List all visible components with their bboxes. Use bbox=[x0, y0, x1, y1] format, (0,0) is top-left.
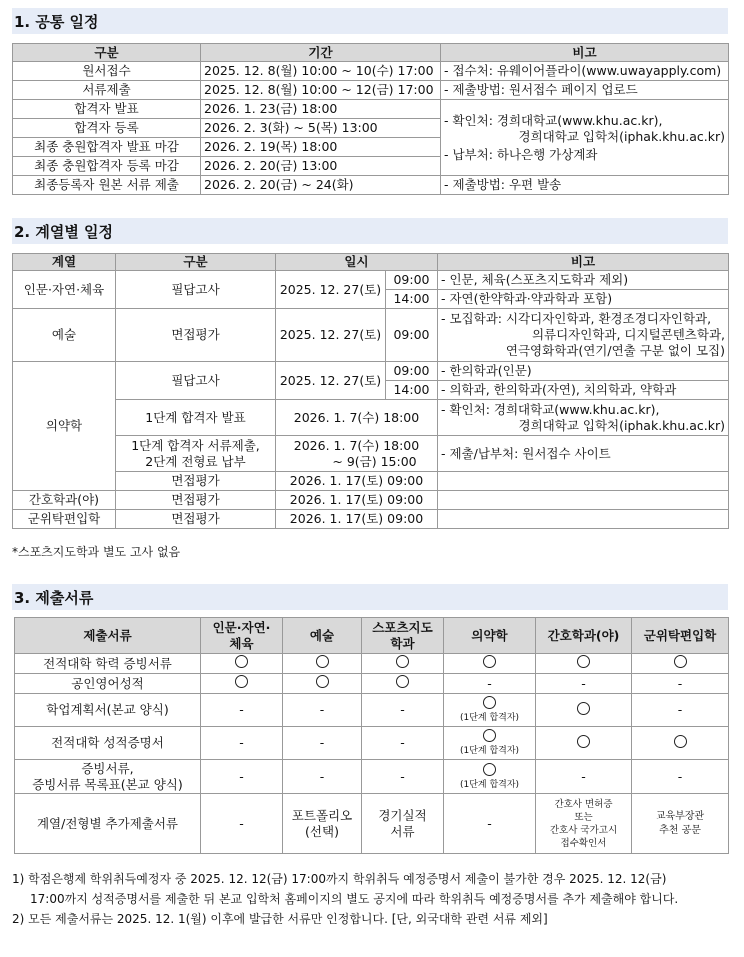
header-period: 기간 bbox=[201, 44, 441, 62]
table-row: 1단계 합격자 서류제출, 2단계 전형료 납부 2026. 1. 7(수) 18:00 ~ 9(금) 15:00 - 제출/납부처: 원서접수 사이트 bbox=[13, 436, 729, 472]
table-row: 계열/전형별 추가제출서류 - 포트폴리오 (선택) 경기실적 서류 - 간호사 면허증 또는 간호사 국가고시 접수확인서 교육부장관 추천 공문 bbox=[15, 794, 729, 854]
circle-mark bbox=[577, 735, 590, 748]
table-row: 예술 면접평가 2025. 12. 27(토) 09:00 - 모집학과: 시각디자인학과, 환경조경디자인학과, 의류디자인학과, 디지털콘텐츠학과, 연극영화학과(연기/연출 구분 없이 모집) bbox=[13, 309, 729, 362]
merged-remarks: - 확인처: 경희대학교(www.khu.ac.kr), 경희대학교 입학처(iphak.khu.ac.kr) - 납부처: 하나은행 가상계좌 bbox=[441, 100, 729, 176]
table-row: 합격자 등록 2026. 2. 3(화) ~ 5(목) 13:00 bbox=[13, 119, 729, 138]
circle-mark bbox=[577, 702, 590, 715]
circle-mark bbox=[235, 675, 248, 688]
circle-mark bbox=[316, 675, 329, 688]
section-track-schedule bbox=[12, 218, 728, 244]
table-row: 원서접수 2025. 12. 8(월) 10:00 ~ 10(수) 17:00 - 접수처: 유웨이어플라이(www.uwayapply.com) bbox=[13, 62, 729, 81]
table-row: 최종 충원합격자 발표 마감 2026. 2. 19(목) 18:00 bbox=[13, 138, 729, 157]
section-title: 3. 제출서류 bbox=[14, 589, 94, 607]
circle-mark bbox=[483, 763, 496, 776]
table-row: 증빙서류, 증빙서류 목록표(본교 양식) - - - (1단계 합격자) - - bbox=[15, 760, 729, 794]
header-category: 구분 bbox=[13, 44, 201, 62]
table-row: 1단계 합격자 발표 2026. 1. 7(수) 18:00 - 확인처: 경희대학교(www.khu.ac.kr), 경희대학교 입학처(iphak.khu.ac.kr) bbox=[13, 400, 729, 436]
table-row: 인문·자연·체육 필답고사 2025. 12. 27(토) 09:00 - 인문, 체육(스포츠지도학과 제외) bbox=[13, 271, 729, 290]
circle-mark bbox=[674, 655, 687, 668]
section-title: 1. 공통 일정 bbox=[14, 13, 99, 31]
table-row: 최종 충원합격자 등록 마감 2026. 2. 20(금) 13:00 bbox=[13, 157, 729, 176]
table-row: 합격자 발표 2026. 1. 23(금) 18:00 - 확인처: 경희대학교(www.khu.ac.kr), 경희대학교 입학처(iphak.khu.ac.kr) - 납부처: 하나은행 가상계좌 bbox=[13, 100, 729, 119]
table-row: 간호학과(야) 면접평가 2026. 1. 17(토) 09:00 bbox=[13, 491, 729, 510]
circle-mark bbox=[483, 655, 496, 668]
section-documents bbox=[12, 584, 728, 610]
table-row: 전적대학 성적증명서 - - - (1단계 합격자) bbox=[15, 727, 729, 760]
section-title: 2. 계열별 일정 bbox=[14, 223, 114, 241]
notes: 1) 학점은행제 학위취득예정자 중 2025. 12. 12(금) 17:00까지 학위취득 예정증명서 제출이 불가한 경우 2025. 12. 12(금) 17:00까지 성적증명서를 제출한 뒤 본교 입학처 홈페이지의 별도 공지에 따라 학위취득 예정증명서를 추가 제출해야 합니다. 2) 모든 제출서류는 2025. 12. 1(월) 이후에 발급한 서류만 인정합니다. [단, 외국대학 관련 서류 제외] bbox=[12, 872, 679, 926]
table-row: 14:00 - 자연(한약학과·약과학과 포함) bbox=[13, 290, 729, 309]
circle-mark bbox=[396, 675, 409, 688]
table-row: 최종등록자 원본 서류 제출 2026. 2. 20(금) ~ 24(화) - 제출방법: 우편 발송 bbox=[13, 176, 729, 195]
table-row: 학업계획서(본교 양식) - - - (1단계 합격자) - bbox=[15, 694, 729, 727]
circle-mark bbox=[577, 655, 590, 668]
sports-footnote: *스포츠지도학과 별도 고사 없음 bbox=[12, 545, 181, 559]
common-schedule-table bbox=[12, 43, 729, 195]
table-row: 군위탁편입학 면접평가 2026. 1. 17(토) 09:00 bbox=[13, 510, 729, 529]
circle-mark bbox=[483, 696, 496, 709]
header-remarks: 비고 bbox=[441, 44, 729, 62]
table-row: 14:00 - 의학과, 한의학과(자연), 치의학과, 약학과 bbox=[13, 381, 729, 400]
track-schedule-table: 계열 구분 일시 비고 인문·자연·체육 필답고사 2025. 12. 27(토) 09:00 - 인문, 체육(스포츠지도학과 제외) 14:00 - 자연(한약학과·약과학과 포함) 예술 면접평가 2025. 12. 27(토) 09:00 - 모집학과: 시각디자인학과, 환경조경디자인학과, 의류디자인학과, 디지털콘텐츠학과, 연극영화학과(연기/연출 구분 없이 모집) 의약학 필답고사 2025. 12. 27(토) 09:00 - 한의학과(인문) 14:00 - 의학과, 한의학과(자연), 치의학과, 약학과 1단계 합격자 발표 2026. 1. 7(수) 18:00 - 확인처: 경희대학교(www.khu.ac.kr), 경희대학교 입학처(iphak.khu.ac.kr) 1단계 합격자 서류제출, 2단계 전형료 납부 2026. 1. 7(수) 18:00 ~ 9(금) 15:00 - 제출/납부처: 원서접수 사이트 면접평가 2026. 1. 17(토) 09:00 간호학과(야) 면접평가 2026. 1. 17(토) 09:00 군위탁편입학 면접평가 2026. 1. 17(토) 09:00 bbox=[12, 253, 729, 529]
circle-mark bbox=[483, 729, 496, 742]
section-common-schedule bbox=[12, 8, 728, 34]
table-row: 의약학 필답고사 2025. 12. 27(토) 09:00 - 한의학과(인문) bbox=[13, 362, 729, 381]
circle-mark bbox=[396, 655, 409, 668]
table-row: 면접평가 2026. 1. 17(토) 09:00 bbox=[13, 472, 729, 491]
circle-mark bbox=[235, 655, 248, 668]
table-row: 전적대학 학력 증빙서류 bbox=[15, 654, 729, 674]
circle-mark bbox=[674, 735, 687, 748]
table-row: 공인영어성적 - - - bbox=[15, 674, 729, 694]
circle-mark bbox=[316, 655, 329, 668]
documents-table: 제출서류 인문·자연· 체육 예술 스포츠지도 학과 의약학 간호학과(야) 군위탁편입학 전적대학 학력 증빙서류 공인영어성적 - - - 학업계획서(본교 양식) - - - (1단계 합격자) - 전적대학 성적증명서 - - - (1단계 합격자) 증빙서류, 증빙서류 목록표(본교 양식) - - - (1단계 합격자) - - 계열/전형별 추가제출서류 - 포트폴리오 (선택) 경기실적 서류 - 간호사 면허증 또는 간호사 국가고시 접수확인서 교육부장관 추천 공문 bbox=[14, 617, 729, 854]
table-row: 서류제출 2025. 12. 8(월) 10:00 ~ 12(금) 17:00 - 제출방법: 원서접수 페이지 업로드 bbox=[13, 81, 729, 100]
